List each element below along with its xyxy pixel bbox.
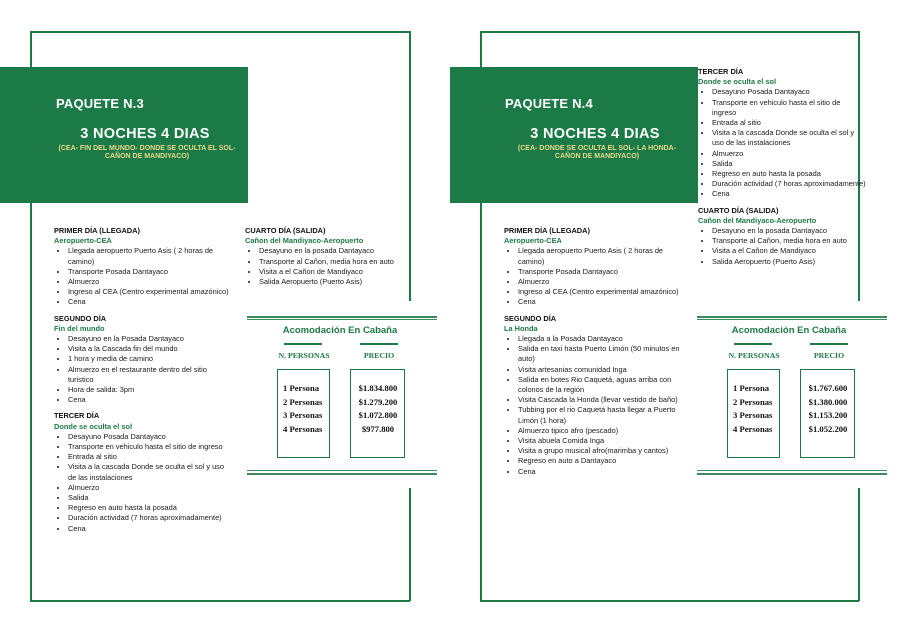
list-item: • Visita a el Cañon de Mandiyaco [712, 246, 866, 256]
table-cell: $1.834.800 [358, 383, 398, 393]
nights-title: 3 NOCHES 4 DIAS [80, 126, 210, 142]
day-block [504, 314, 684, 477]
table-cell: 1 Persona [283, 383, 320, 393]
list-item: • Almuerzo [68, 277, 234, 287]
list-item: • Almuerzo [518, 277, 684, 287]
accommodation-title: Acomodación En Cabaña [731, 325, 847, 336]
list-item: • Cena [712, 189, 866, 199]
day-title: PRIMER DÍA (LLEGADA) [504, 226, 590, 235]
day-subtitle: Aeropuerto-CEA [54, 236, 112, 246]
list-item: • Salida Aeropuerto (Puerto Asis) [712, 257, 866, 267]
frame-top [480, 31, 859, 33]
table-cell: $1.767.600 [808, 383, 848, 393]
day-activities [54, 334, 234, 405]
list-item: • Cena [518, 297, 684, 307]
itinerary-right [698, 67, 866, 273]
itinerary-left [504, 226, 684, 483]
package-subtitle: (CEA- DONDE SE OCULTA EL SOL- LA HONDA-CAÑON DE MANDIYACO) [517, 145, 677, 160]
divider [697, 473, 887, 475]
itinerary-right [245, 226, 410, 293]
frame-bottom [30, 600, 410, 602]
list-item: • Desayuno en la Posada Dantayaco [68, 334, 234, 344]
table-cell: 4 Personas [733, 423, 773, 434]
list-item: • Visita a el Cañon de Mandiyaco [259, 267, 410, 277]
day-subtitle: Donde se oculta el sol [698, 77, 777, 87]
table-cell: 1 Persona [733, 383, 770, 393]
list-item: • Visita artesanias comunidad Inga [518, 365, 684, 375]
price-list [350, 382, 406, 436]
day-title: TERCER DÍA [54, 411, 100, 421]
list-item: • Visita Cascada la Honda (llevar vestido de baño) [518, 395, 684, 405]
day-block [504, 226, 684, 308]
package-title: PAQUETE N.3 [56, 96, 144, 111]
list-item: • Salida [712, 159, 866, 169]
table-cell: $977.800 [361, 423, 395, 434]
day-subtitle: Donde se oculta el sol [54, 421, 133, 431]
table-cell: 3 Personas [283, 410, 323, 421]
day-subtitle: La Honda [504, 323, 538, 333]
package-subtitle: (CEA- FIN DEL MUNDO- DONDE SE OCULTA EL SOL- CAÑON DE MANDIYACO) [58, 145, 236, 160]
list-item: • Almuerzo [712, 149, 866, 159]
header-underline [360, 343, 398, 345]
header-underline [810, 343, 848, 345]
day-block [54, 314, 234, 406]
column-header-persons: N. PERSONAS [728, 351, 780, 360]
list-item: • Llegada aeropuerto Puerto Asis ( 2 horas de camino) [518, 246, 684, 266]
day-block [698, 206, 866, 267]
list-item: • Transporte Posada Dantayaco [518, 267, 684, 277]
day-title: CUARTO DÍA (SALIDA) [245, 226, 326, 235]
day-title: TERCER DÍA [698, 67, 744, 76]
list-item: • Salida en taxi hasta Puerto Limón (50 minutos en auto) [518, 344, 684, 364]
day-title: SEGUNDO DÍA [504, 313, 557, 323]
divider [247, 473, 437, 475]
frame-top [30, 31, 410, 33]
list-item: • Transporte en vehiculo hasta el sitio de ingreso [68, 442, 234, 452]
list-item: • Hora de salida: 3pm [68, 385, 234, 395]
list-item: • Desayuno en la posada Dantayaco [259, 246, 410, 256]
list-item: • Entrada al sitio [68, 452, 234, 462]
table-cell: $1.279.200 [358, 396, 398, 407]
day-subtitle: Cañon del Mandiyaco-Aeropuerto [245, 236, 364, 246]
header-underline [734, 343, 772, 345]
day-block [54, 226, 234, 308]
day-subtitle: Fin del mundo [54, 323, 105, 333]
day-block [54, 411, 234, 533]
table-cell: $1.153.200 [808, 410, 848, 421]
list-item: • Desayuno Posada Dantayaco [712, 87, 866, 97]
column-header-price: PRECIO [363, 351, 395, 360]
day-activities [245, 246, 410, 287]
frame-right-lower [409, 488, 411, 601]
divider [697, 319, 887, 320]
list-item: • 1 hora y media de camino [68, 354, 234, 364]
list-item: • Almuerzo tipico afro (pescado) [518, 426, 684, 436]
list-item: • Ingreso al CEA (Centro experimental amazónico) [518, 287, 684, 297]
column-header-price: PRECIO [813, 351, 845, 360]
table-cell: 4 Personas [283, 423, 323, 434]
frame-bottom [480, 600, 859, 602]
list-item: • Visita abuela Comida Inga [518, 436, 684, 446]
nights-title: 3 NOCHES 4 DIAS [530, 126, 660, 142]
divider [697, 470, 887, 471]
divider [247, 470, 437, 471]
day-activities [54, 246, 234, 307]
list-item: • Cena [68, 395, 234, 405]
list-item: • Regreso en auto hasta la posada [68, 503, 234, 513]
list-item: • Regreso en auto a Dantayaco [518, 456, 684, 466]
list-item: • Entrada al sitio [712, 118, 866, 128]
divider [697, 316, 887, 318]
table-cell: $1.052.200 [808, 423, 848, 434]
list-item: • Cena [68, 297, 234, 307]
itinerary-left [54, 226, 234, 540]
list-item: • Cena [68, 524, 234, 534]
table-cell: 2 Personas [283, 396, 323, 407]
frame-right-lower [858, 488, 860, 601]
list-item: • Llegada aeropuerto Puerto Asis ( 2 horas de camino) [68, 246, 234, 266]
day-activities [504, 246, 684, 307]
list-item: • Visita a grupo musical afro(marimba y cantos) [518, 446, 684, 456]
table-cell: $1.072.800 [358, 410, 398, 421]
accommodation-title: Acomodación En Cabaña [282, 325, 398, 336]
list-item: • Almuerzo en el restaurante dentro del sitio turistico [68, 365, 234, 385]
column-header-persons: N. PERSONAS [278, 351, 330, 360]
day-subtitle: Cañon del Mandiyaco-Aeropuerto [698, 215, 817, 225]
table-cell: 3 Personas [733, 410, 773, 421]
list-item: • Regreso en auto hasta la posada [712, 169, 866, 179]
list-item: • Transporte al Cañon, media hora en auto [259, 257, 410, 267]
persons-list [283, 382, 322, 436]
list-item: • Cena [518, 467, 684, 477]
list-item: • Salida en botes Rio Caquetá, aguas arriba con colonos de la región [518, 375, 684, 395]
divider [247, 316, 437, 318]
day-title: SEGUNDO DÍA [54, 313, 107, 323]
list-item: • Desayuno Posada Dantayaco [68, 432, 234, 442]
list-item: • Visita a la cascada Donde se oculta el sol y uso de las instalaciones [68, 462, 234, 482]
list-item: • Visita a la cascada Donde se oculta el sol y uso de las instalaciones [712, 128, 866, 148]
package-title: PAQUETE N.4 [505, 96, 593, 111]
day-title: CUARTO DÍA (SALIDA) [698, 205, 779, 215]
header-underline [284, 343, 322, 345]
list-item: • Duración actividad (7 horas aproximadamente) [68, 513, 234, 523]
list-item: • Transporte al Cañon, media hora en auto [712, 236, 866, 246]
list-item: • Salida [68, 493, 234, 503]
list-item: • Ingreso al CEA (Centro experimental amazónico) [68, 287, 234, 297]
day-block [698, 67, 866, 200]
day-activities [504, 334, 684, 477]
list-item: • Transporte en vehiculo hasta el sitio de ingreso [712, 98, 866, 118]
list-item: • Transporte Posada Dantayaco [68, 267, 234, 277]
day-title: PRIMER DÍA (LLEGADA) [54, 226, 140, 235]
day-subtitle: Aeropuerto-CEA [504, 236, 562, 246]
persons-list [733, 382, 772, 436]
list-item: • Llegada a la Posada Dantayaco [518, 334, 684, 344]
divider [247, 319, 437, 320]
list-item: • Visita a la Cascada fin del mundo [68, 344, 234, 354]
list-item: • Almuerzo [68, 483, 234, 493]
list-item: • Tubbing por el rio Caquetá hasta llegar a Puerto Limón (1 hora) [518, 405, 684, 425]
day-activities [54, 432, 234, 534]
table-cell: 2 Personas [733, 396, 773, 407]
list-item: • Salida Aeropuerto (Puerto Asis) [259, 277, 410, 287]
list-item: • Desayuno en la posada Dantayaco [712, 226, 866, 236]
price-list [800, 382, 856, 436]
day-activities [698, 87, 866, 199]
day-block [245, 226, 410, 287]
day-activities [698, 226, 866, 267]
table-cell: $1.380.000 [808, 396, 848, 407]
list-item: • Duración actividad (7 horas aproximadamente) [712, 179, 866, 189]
